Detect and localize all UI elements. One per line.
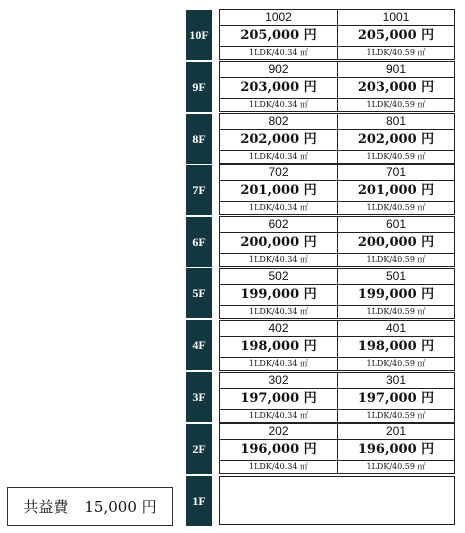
unit-layout-area: 1LDK/40.59 ㎡ [366, 152, 426, 161]
unit-cell-801 [337, 113, 455, 164]
unit-cell-301 [337, 372, 455, 423]
unit-layout-area: 1LDK/40.34 ㎡ [249, 411, 308, 420]
floor-label-6f: 6F [186, 217, 212, 267]
common-fee-label: 共益費 [23, 498, 69, 516]
unit-cell-901 [337, 61, 455, 112]
unit-cell-201 [337, 423, 455, 474]
unit-number: 1002 [265, 10, 292, 24]
floor-label-1f: 1F [186, 476, 212, 526]
unit-rent: 197,000 円 [338, 388, 454, 410]
unit-layout-area: 1LDK/40.34 ㎡ [249, 255, 308, 264]
unit-layout-area: 1LDK/40.34 ㎡ [249, 462, 308, 471]
common-fee-box [7, 487, 173, 526]
unit-rent: 203,000 円 [338, 77, 454, 99]
unit-cell-702 [219, 164, 338, 215]
floor-label-4f: 4F [186, 320, 212, 370]
floor-label-3f: 3F [186, 372, 212, 422]
unit-number: 302 [268, 373, 289, 387]
unit-rent: 200,000 円 [338, 232, 454, 254]
unit-layout-area: 1LDK/40.59 ㎡ [366, 100, 426, 109]
unit-layout-area: 1LDK/40.34 ㎡ [249, 203, 308, 212]
unit-rent: 198,000 円 [220, 336, 337, 358]
unit-number: 702 [268, 165, 289, 179]
unit-layout-area: 1LDK/40.59 ㎡ [366, 462, 426, 471]
unit-cell-1002 [219, 9, 338, 60]
unit-layout-area: 1LDK/40.34 ㎡ [249, 100, 308, 109]
unit-rent: 199,000 円 [220, 284, 337, 306]
unit-number: 402 [268, 321, 289, 335]
unit-number: 501 [385, 269, 407, 283]
unit-layout-area: 1LDK/40.59 ㎡ [366, 411, 426, 420]
unit-layout-area: 1LDK/40.59 ㎡ [366, 203, 426, 212]
unit-layout-area: 1LDK/40.34 ㎡ [249, 307, 308, 316]
unit-layout-area: 1LDK/40.34 ㎡ [249, 359, 308, 368]
unit-cell-302 [219, 372, 338, 423]
unit-cell-502 [219, 268, 338, 319]
unit-cell-602 [219, 216, 338, 267]
floor-label-10f: 10F [186, 10, 212, 60]
unit-rent: 202,000 円 [220, 129, 337, 151]
unit-rent: 198,000 円 [338, 336, 454, 358]
floor-label-9f: 9F [186, 62, 212, 112]
floor-1f-empty-cell [219, 476, 455, 525]
unit-cell-1001 [337, 9, 455, 60]
unit-rent: 202,000 円 [338, 129, 454, 151]
unit-rent: 196,000 円 [220, 439, 337, 461]
unit-cell-401 [337, 320, 455, 371]
unit-cell-202 [219, 423, 338, 474]
unit-number: 901 [385, 62, 407, 76]
unit-number: 601 [385, 217, 407, 231]
unit-rent: 201,000 円 [338, 180, 454, 202]
floor-label-8f: 8F [186, 114, 212, 164]
unit-rent: 196,000 円 [338, 439, 454, 461]
unit-number: 701 [385, 165, 407, 179]
floor-label-7f: 7F [186, 165, 212, 215]
unit-cell-601 [337, 216, 455, 267]
unit-rent: 197,000 円 [220, 388, 337, 410]
unit-layout-area: 1LDK/40.59 ㎡ [366, 48, 426, 57]
common-fee-value: 15,000 円 [84, 498, 157, 516]
unit-cell-902 [219, 61, 338, 112]
unit-number: 1001 [382, 10, 410, 24]
unit-rent: 201,000 円 [220, 180, 337, 202]
unit-number: 502 [268, 269, 289, 283]
unit-layout-area: 1LDK/40.59 ㎡ [366, 307, 426, 316]
unit-rent: 205,000 円 [338, 25, 454, 47]
unit-number: 802 [268, 114, 289, 128]
unit-layout-area: 1LDK/40.34 ㎡ [249, 152, 308, 161]
unit-number: 401 [385, 321, 407, 335]
unit-rent: 199,000 円 [338, 284, 454, 306]
unit-cell-701 [337, 164, 455, 215]
unit-rent: 200,000 円 [220, 232, 337, 254]
unit-number: 801 [385, 114, 407, 128]
unit-rent: 203,000 円 [220, 77, 337, 99]
unit-number: 201 [385, 424, 407, 438]
unit-rent: 205,000 円 [220, 25, 337, 47]
unit-cell-501 [337, 268, 455, 319]
unit-layout-area: 1LDK/40.59 ㎡ [366, 255, 426, 264]
unit-number: 602 [268, 217, 289, 231]
unit-number: 301 [385, 373, 407, 387]
unit-layout-area: 1LDK/40.34 ㎡ [249, 48, 308, 57]
unit-cell-802 [219, 113, 338, 164]
unit-number: 902 [268, 62, 289, 76]
unit-cell-402 [219, 320, 338, 371]
unit-number: 202 [268, 424, 289, 438]
floor-label-5f: 5F [186, 268, 212, 318]
unit-layout-area: 1LDK/40.59 ㎡ [366, 359, 426, 368]
floor-label-2f: 2F [186, 424, 212, 474]
